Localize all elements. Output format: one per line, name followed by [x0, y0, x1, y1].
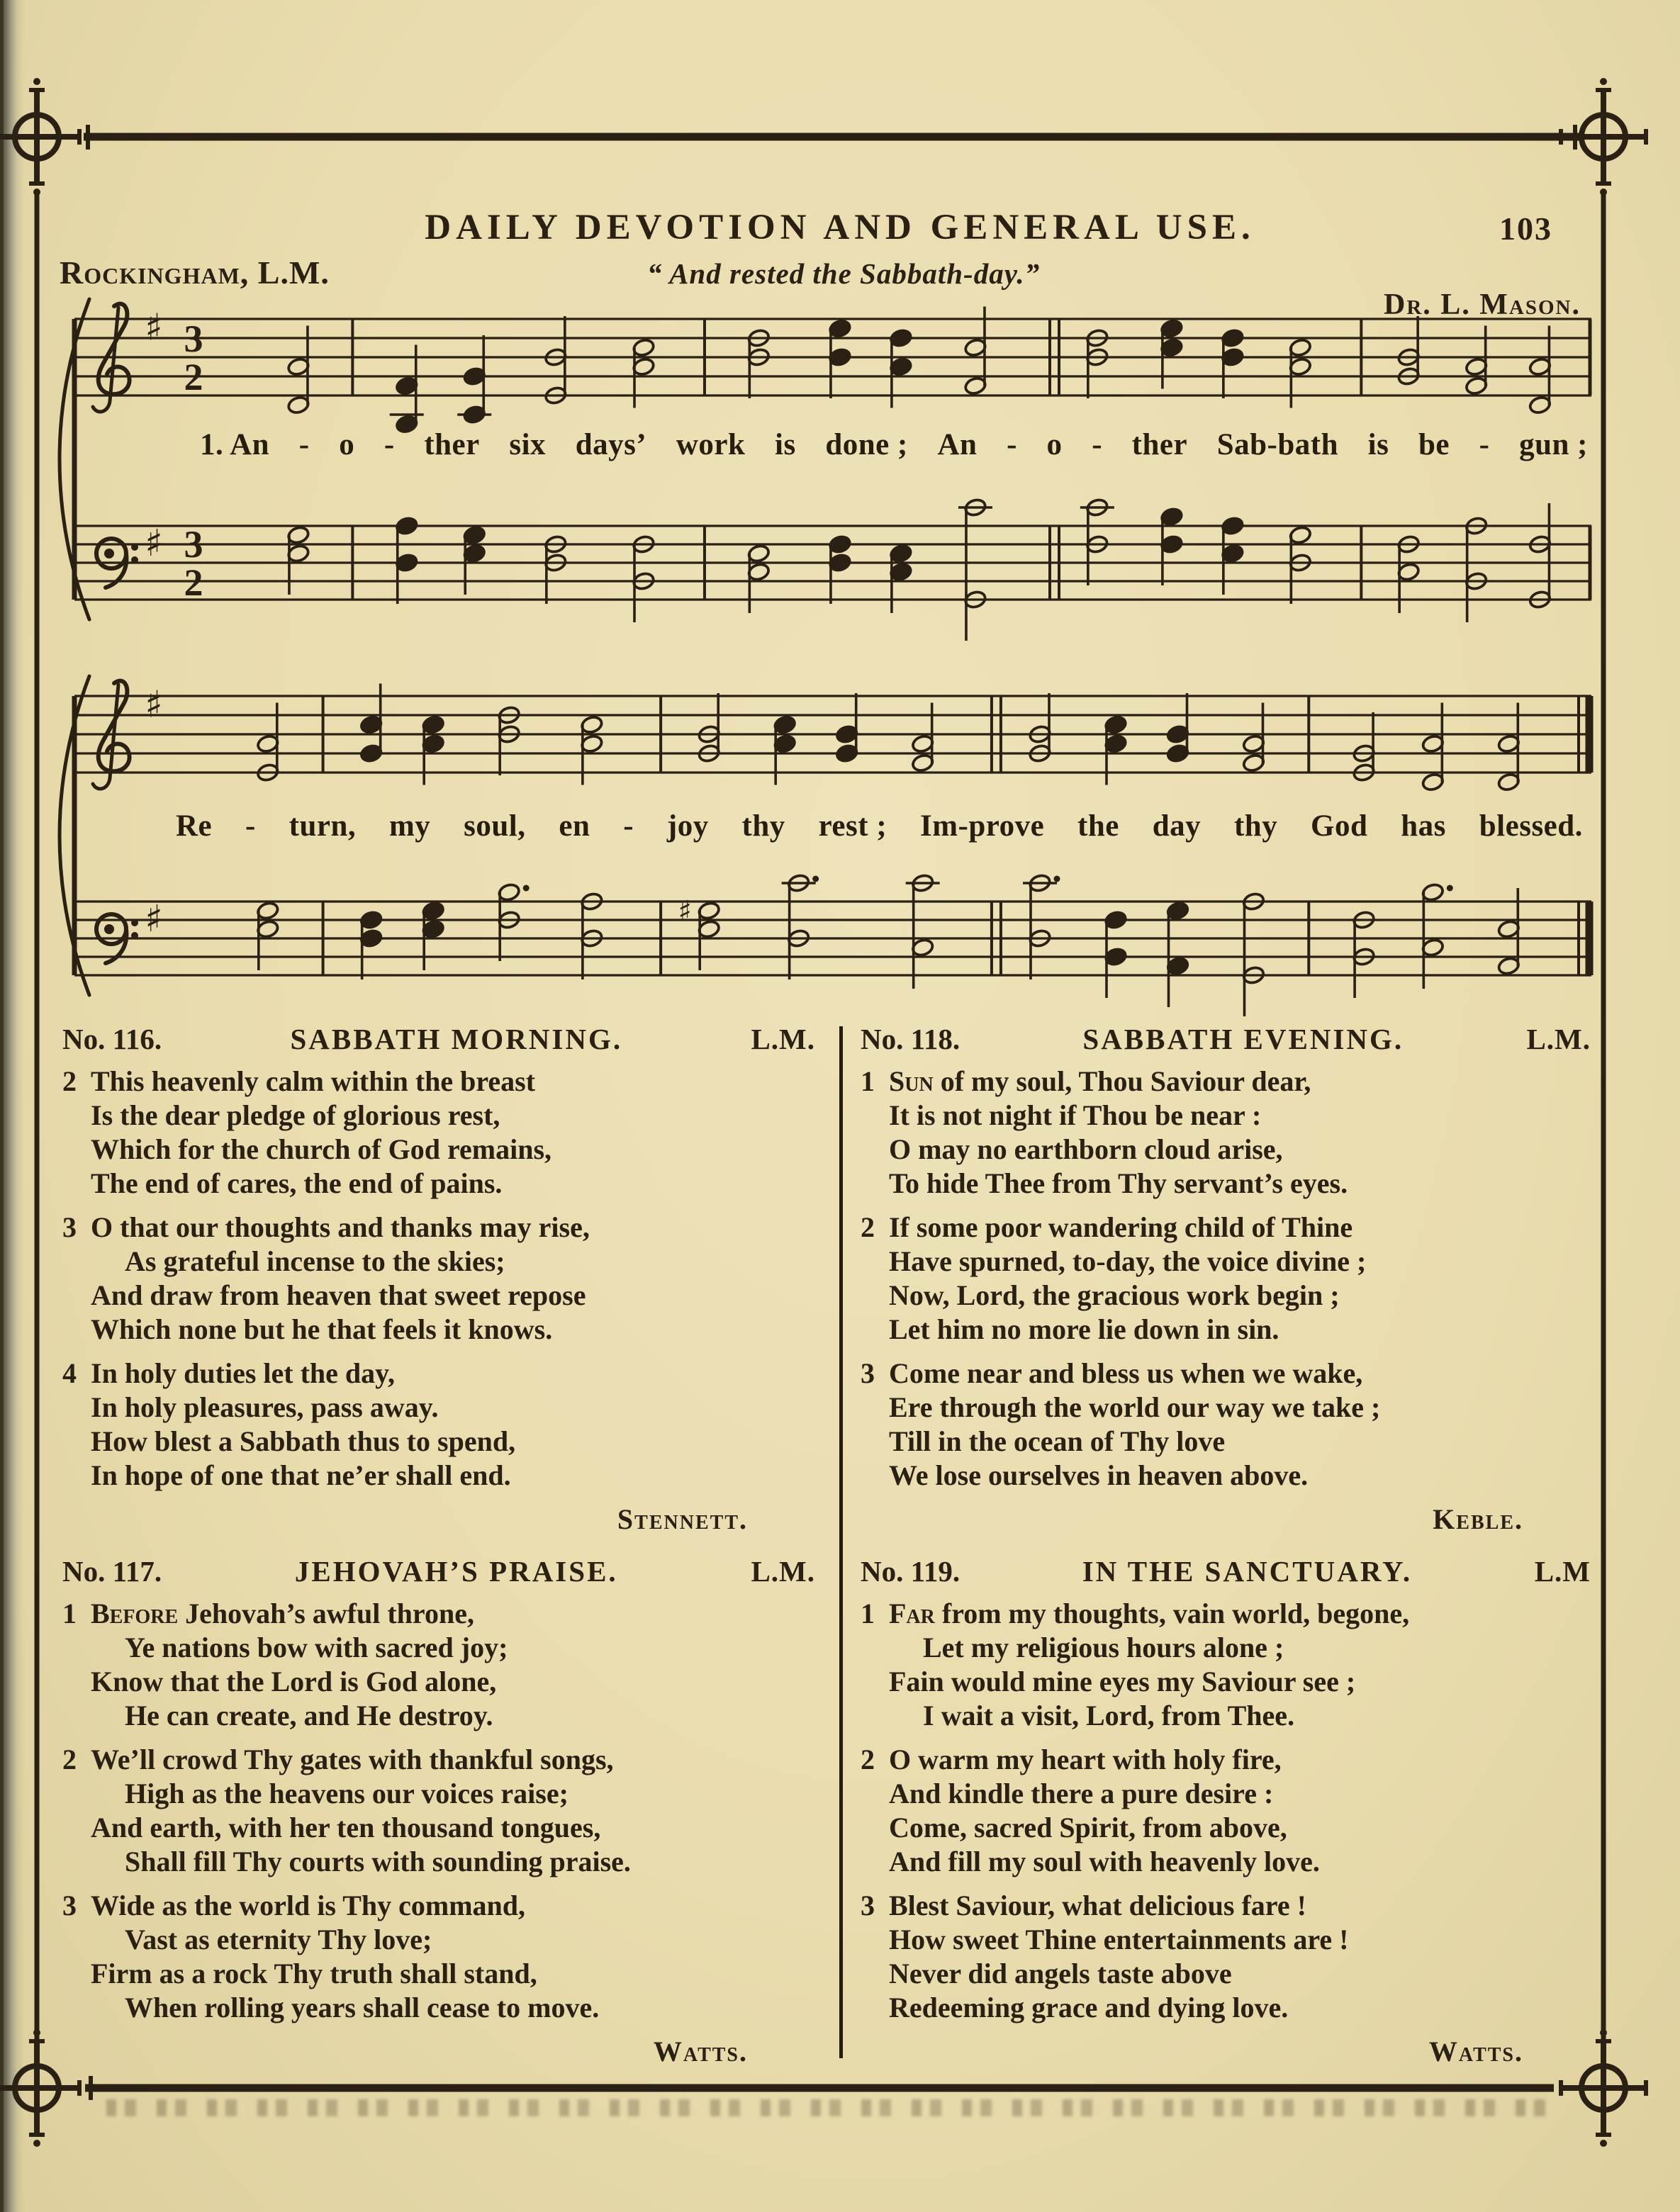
verse-line: Wide as the world is Thy command, [91, 1890, 526, 1921]
verse-line: High as the heavens our voices raise; [125, 1778, 569, 1809]
hymn-title: SABBATH EVENING. [1082, 1023, 1404, 1055]
hymn-header [861, 1554, 1591, 1588]
lyric-syllable: 1. An [200, 427, 270, 461]
lyric-syllable: An [937, 427, 978, 461]
lyric-syllable: Im-prove [920, 809, 1045, 843]
verse-line: Come near and bless us when we wake, [889, 1357, 1363, 1389]
verse-line: And draw from heaven that sweet repose [91, 1279, 586, 1311]
lyric-syllable: my [388, 809, 431, 843]
svg-text:♯: ♯ [145, 683, 163, 726]
verse-line: Before Jehovah’s awful throne, [91, 1598, 474, 1629]
treble-staff [74, 304, 1591, 434]
hymn-number: No. 119. [861, 1555, 961, 1588]
lyric-syllable: o [1046, 427, 1063, 461]
verse-line: Let him no more lie down in sin. [889, 1313, 1279, 1345]
hymn-header [62, 1022, 815, 1056]
verse-line: Sun of my soul, Thou Saviour dear, [889, 1065, 1311, 1097]
verse-number: 4 [62, 1357, 77, 1389]
verse-number: 2 [62, 1065, 77, 1097]
verse-line: Which none but he that feels it knows. [91, 1313, 553, 1345]
lyric-line-2 [176, 804, 1583, 848]
composer-credit: Dr. L. Mason. [1383, 288, 1581, 321]
bass-staff [74, 873, 1591, 1016]
hymn-section-117 [62, 1554, 815, 2068]
verse-number: 3 [62, 1211, 77, 1243]
hymn-number: No. 116. [62, 1023, 162, 1055]
verse [861, 1357, 1591, 1493]
svg-text:2: 2 [184, 561, 203, 604]
verse-line: In holy pleasures, pass away. [91, 1391, 439, 1423]
hymn-section-116 [62, 1022, 815, 1536]
lyric-syllable: rest ; [818, 809, 887, 843]
lyric-syllable: God [1311, 809, 1368, 843]
verse-line: Firm as a rock Thy truth shall stand, [91, 1958, 537, 1989]
verse-line: How sweet Thine entertainments are ! [889, 1924, 1349, 1955]
verse-number: 2 [62, 1744, 77, 1775]
tune-name: Rockingham, L.M. [60, 254, 330, 291]
hymn-meter: L.M. [751, 1555, 815, 1588]
verse-lines [889, 1889, 1591, 2025]
lyric-syllable: days’ [575, 427, 647, 461]
verse-number: 1 [62, 1598, 77, 1629]
svg-text:♯: ♯ [145, 898, 163, 941]
verse-line: Ere through the world our way we take ; [889, 1391, 1381, 1423]
lyric-syllable: o [339, 427, 355, 461]
verse-number: 3 [62, 1890, 77, 1921]
hymn-meter: L.M. [1526, 1023, 1591, 1055]
verse-lines [91, 1211, 815, 1347]
lyric-syllable: - [623, 809, 634, 843]
hymn-title: JEHOVAH’S PRAISE. [294, 1555, 618, 1588]
verse-line: How blest a Sabbath thus to spend, [91, 1425, 516, 1457]
svg-text:2: 2 [184, 356, 203, 398]
lyric-syllable: thy [741, 809, 785, 843]
verse-lines [91, 1357, 815, 1493]
corner-cross-ornament [0, 78, 79, 196]
lyric-syllable: turn, [289, 809, 357, 843]
hymn-attribution: Watts. [653, 2036, 748, 2067]
verse [861, 1743, 1591, 1879]
verse [861, 1211, 1591, 1347]
lyric-syllable: blessed. [1479, 809, 1583, 843]
verse-line: O may no earthborn cloud arise, [889, 1133, 1283, 1165]
verse-lines [889, 1743, 1591, 1879]
verse-line: When rolling years shall cease to move. [125, 1992, 600, 2023]
verse-number: 1 [861, 1598, 875, 1629]
svg-text:♯: ♯ [145, 306, 163, 349]
verse [62, 1211, 815, 1347]
verse-line: Blest Saviour, what delicious fare ! [889, 1890, 1306, 1921]
hymn-meter: L.M [1534, 1555, 1591, 1588]
verse-line: Redeeming grace and dying love. [889, 1992, 1289, 2023]
verse-lines [889, 1065, 1591, 1201]
verse-line: O warm my heart with holy fire, [889, 1744, 1282, 1775]
bass-staff [74, 498, 1591, 641]
verse-line: Fain would mine eyes my Saviour see ; [889, 1666, 1356, 1697]
verse-line: He can create, and He destroy. [125, 1700, 493, 1731]
hymn-header [861, 1022, 1591, 1056]
hymn-attribution: Keble. [1433, 1503, 1523, 1535]
verse [861, 1065, 1591, 1201]
lyric-syllable: gun ; [1519, 427, 1588, 461]
ink-smudge [106, 2099, 1559, 2116]
lyric-syllable: - [298, 427, 310, 461]
lead-word: Far [889, 1598, 935, 1629]
verse [62, 1357, 815, 1493]
corner-cross-ornament [1561, 78, 1646, 196]
verse [62, 1743, 815, 1879]
verse-line: Far from my thoughts, vain world, begone, [889, 1598, 1410, 1629]
lyric-syllable: - [245, 809, 256, 843]
verse-line: To hide Thee from Thy servant’s eyes. [889, 1167, 1348, 1199]
page-number: 103 [1499, 210, 1552, 247]
verse-line: Come, sacred Spirit, from above, [889, 1812, 1287, 1843]
verse [62, 1889, 815, 2025]
hymn-number: No. 117. [62, 1555, 162, 1588]
verse-lines [889, 1357, 1591, 1493]
verse [62, 1065, 815, 1201]
verse-line: It is not night if Thou be near : [889, 1099, 1262, 1131]
verse-line: O that our thoughts and thanks may rise, [91, 1211, 590, 1243]
verse-line: Vast as eternity Thy love; [125, 1924, 432, 1955]
verse-line: This heavenly calm within the breast [91, 1065, 536, 1097]
verse-line: We lose ourselves in heaven above. [889, 1459, 1309, 1491]
verse-line: Ye nations bow with sacred joy; [125, 1632, 508, 1663]
lyric-syllable: thy [1233, 809, 1278, 843]
lyric-syllable: six [509, 427, 547, 461]
lyric-syllable: soul, [464, 809, 526, 843]
lyric-syllable: day [1152, 809, 1202, 843]
verse-line: We’ll crowd Thy gates with thankful songs, [91, 1744, 614, 1775]
svg-text:♯: ♯ [678, 895, 692, 928]
hymn-attribution: Stennett. [617, 1503, 748, 1535]
treble-staff [74, 681, 1591, 792]
hymn-column-right [861, 1022, 1591, 2087]
lyric-syllable: en [559, 809, 590, 843]
verse-lines [889, 1211, 1591, 1347]
verse-line: Never did angels taste above [889, 1958, 1232, 1989]
verse-lines [91, 1597, 815, 1733]
verse-number: 2 [861, 1744, 875, 1775]
verse-line: In hope of one that ne’er shall end. [91, 1459, 511, 1491]
hymn-title: IN THE SANCTUARY. [1082, 1555, 1413, 1588]
verse-line: Know that the Lord is God alone, [91, 1666, 497, 1697]
lead-word: Sun [889, 1065, 934, 1097]
verse-line: Let my religious hours alone ; [923, 1632, 1284, 1663]
verse-lines [889, 1597, 1591, 1733]
verse-number: 3 [861, 1357, 875, 1389]
lyric-syllable: - [1479, 427, 1490, 461]
verse-line: Shall fill Thy courts with sounding praise. [125, 1846, 631, 1877]
lead-word: Before [91, 1598, 179, 1629]
lyric-syllable: is [775, 427, 796, 461]
verse-line: I wait a visit, Lord, from Thee. [923, 1700, 1295, 1731]
verse-line: If some poor wandering child of Thine [889, 1211, 1353, 1243]
lyric-syllable: ther [1131, 427, 1188, 461]
lyric-syllable: - [383, 427, 395, 461]
verse [861, 1889, 1591, 2025]
lyric-syllable: Sab-bath [1216, 427, 1338, 461]
lyric-syllable: ther [424, 427, 480, 461]
hymn-meter: L.M. [751, 1023, 815, 1055]
lyric-syllable: is [1367, 427, 1389, 461]
verse [62, 1597, 815, 1733]
verse-line: The end of cares, the end of pains. [91, 1167, 503, 1199]
lyric-syllable: done ; [825, 427, 908, 461]
verse-line: As grateful incense to the skies; [125, 1245, 505, 1277]
hymn-attribution: Watts. [1428, 2036, 1523, 2067]
lyric-syllable: work [676, 427, 746, 461]
verse-lines [91, 1743, 815, 1879]
verse-line: And kindle there a pure desire : [889, 1778, 1274, 1809]
svg-text:♯: ♯ [145, 522, 163, 565]
svg-text:3: 3 [184, 318, 203, 360]
verse-line: In holy duties let the day, [91, 1357, 395, 1389]
lyric-syllable: has [1401, 809, 1446, 843]
verse-number: 2 [861, 1211, 875, 1243]
hymn-section-119 [861, 1554, 1591, 2068]
hymn-number: No. 118. [861, 1023, 961, 1055]
verse-line: And earth, with her ten thousand tongues, [91, 1812, 601, 1843]
lyric-line-1 [200, 422, 1588, 466]
verse-line: Till in the ocean of Thy love [889, 1425, 1226, 1457]
hymn-column-left [62, 1022, 815, 2087]
svg-text:3: 3 [184, 523, 203, 566]
lyric-syllable: be [1418, 427, 1450, 461]
lyric-syllable: the [1077, 809, 1119, 843]
verse-line: And fill my soul with heavenly love. [889, 1846, 1320, 1877]
verse-number: 3 [861, 1890, 875, 1921]
verse-line: Which for the church of God remains, [91, 1133, 552, 1165]
lyric-syllable: Re [176, 809, 213, 843]
lyric-syllable: joy [666, 809, 709, 843]
verse-line: Is the dear pledge of glorious rest, [91, 1099, 500, 1131]
page-title: DAILY DEVOTION AND GENERAL USE. [425, 208, 1255, 247]
hymn-title: SABBATH MORNING. [290, 1023, 623, 1055]
verse-line: Now, Lord, the gracious work begin ; [889, 1279, 1340, 1311]
scripture-quote: “ And rested the Sabbath-day.” [646, 257, 1041, 290]
verse-lines [91, 1889, 815, 2025]
lyric-syllable: - [1092, 427, 1103, 461]
lyric-syllable: - [1007, 427, 1017, 461]
verse [861, 1597, 1591, 1733]
hymn-section-118 [861, 1022, 1591, 1536]
column-divider [839, 1026, 843, 2058]
hymn-header [62, 1554, 815, 1588]
verse-number: 1 [861, 1065, 875, 1097]
verse-lines [91, 1065, 815, 1201]
verse-line: Have spurned, to-day, the voice divine ; [889, 1245, 1367, 1277]
